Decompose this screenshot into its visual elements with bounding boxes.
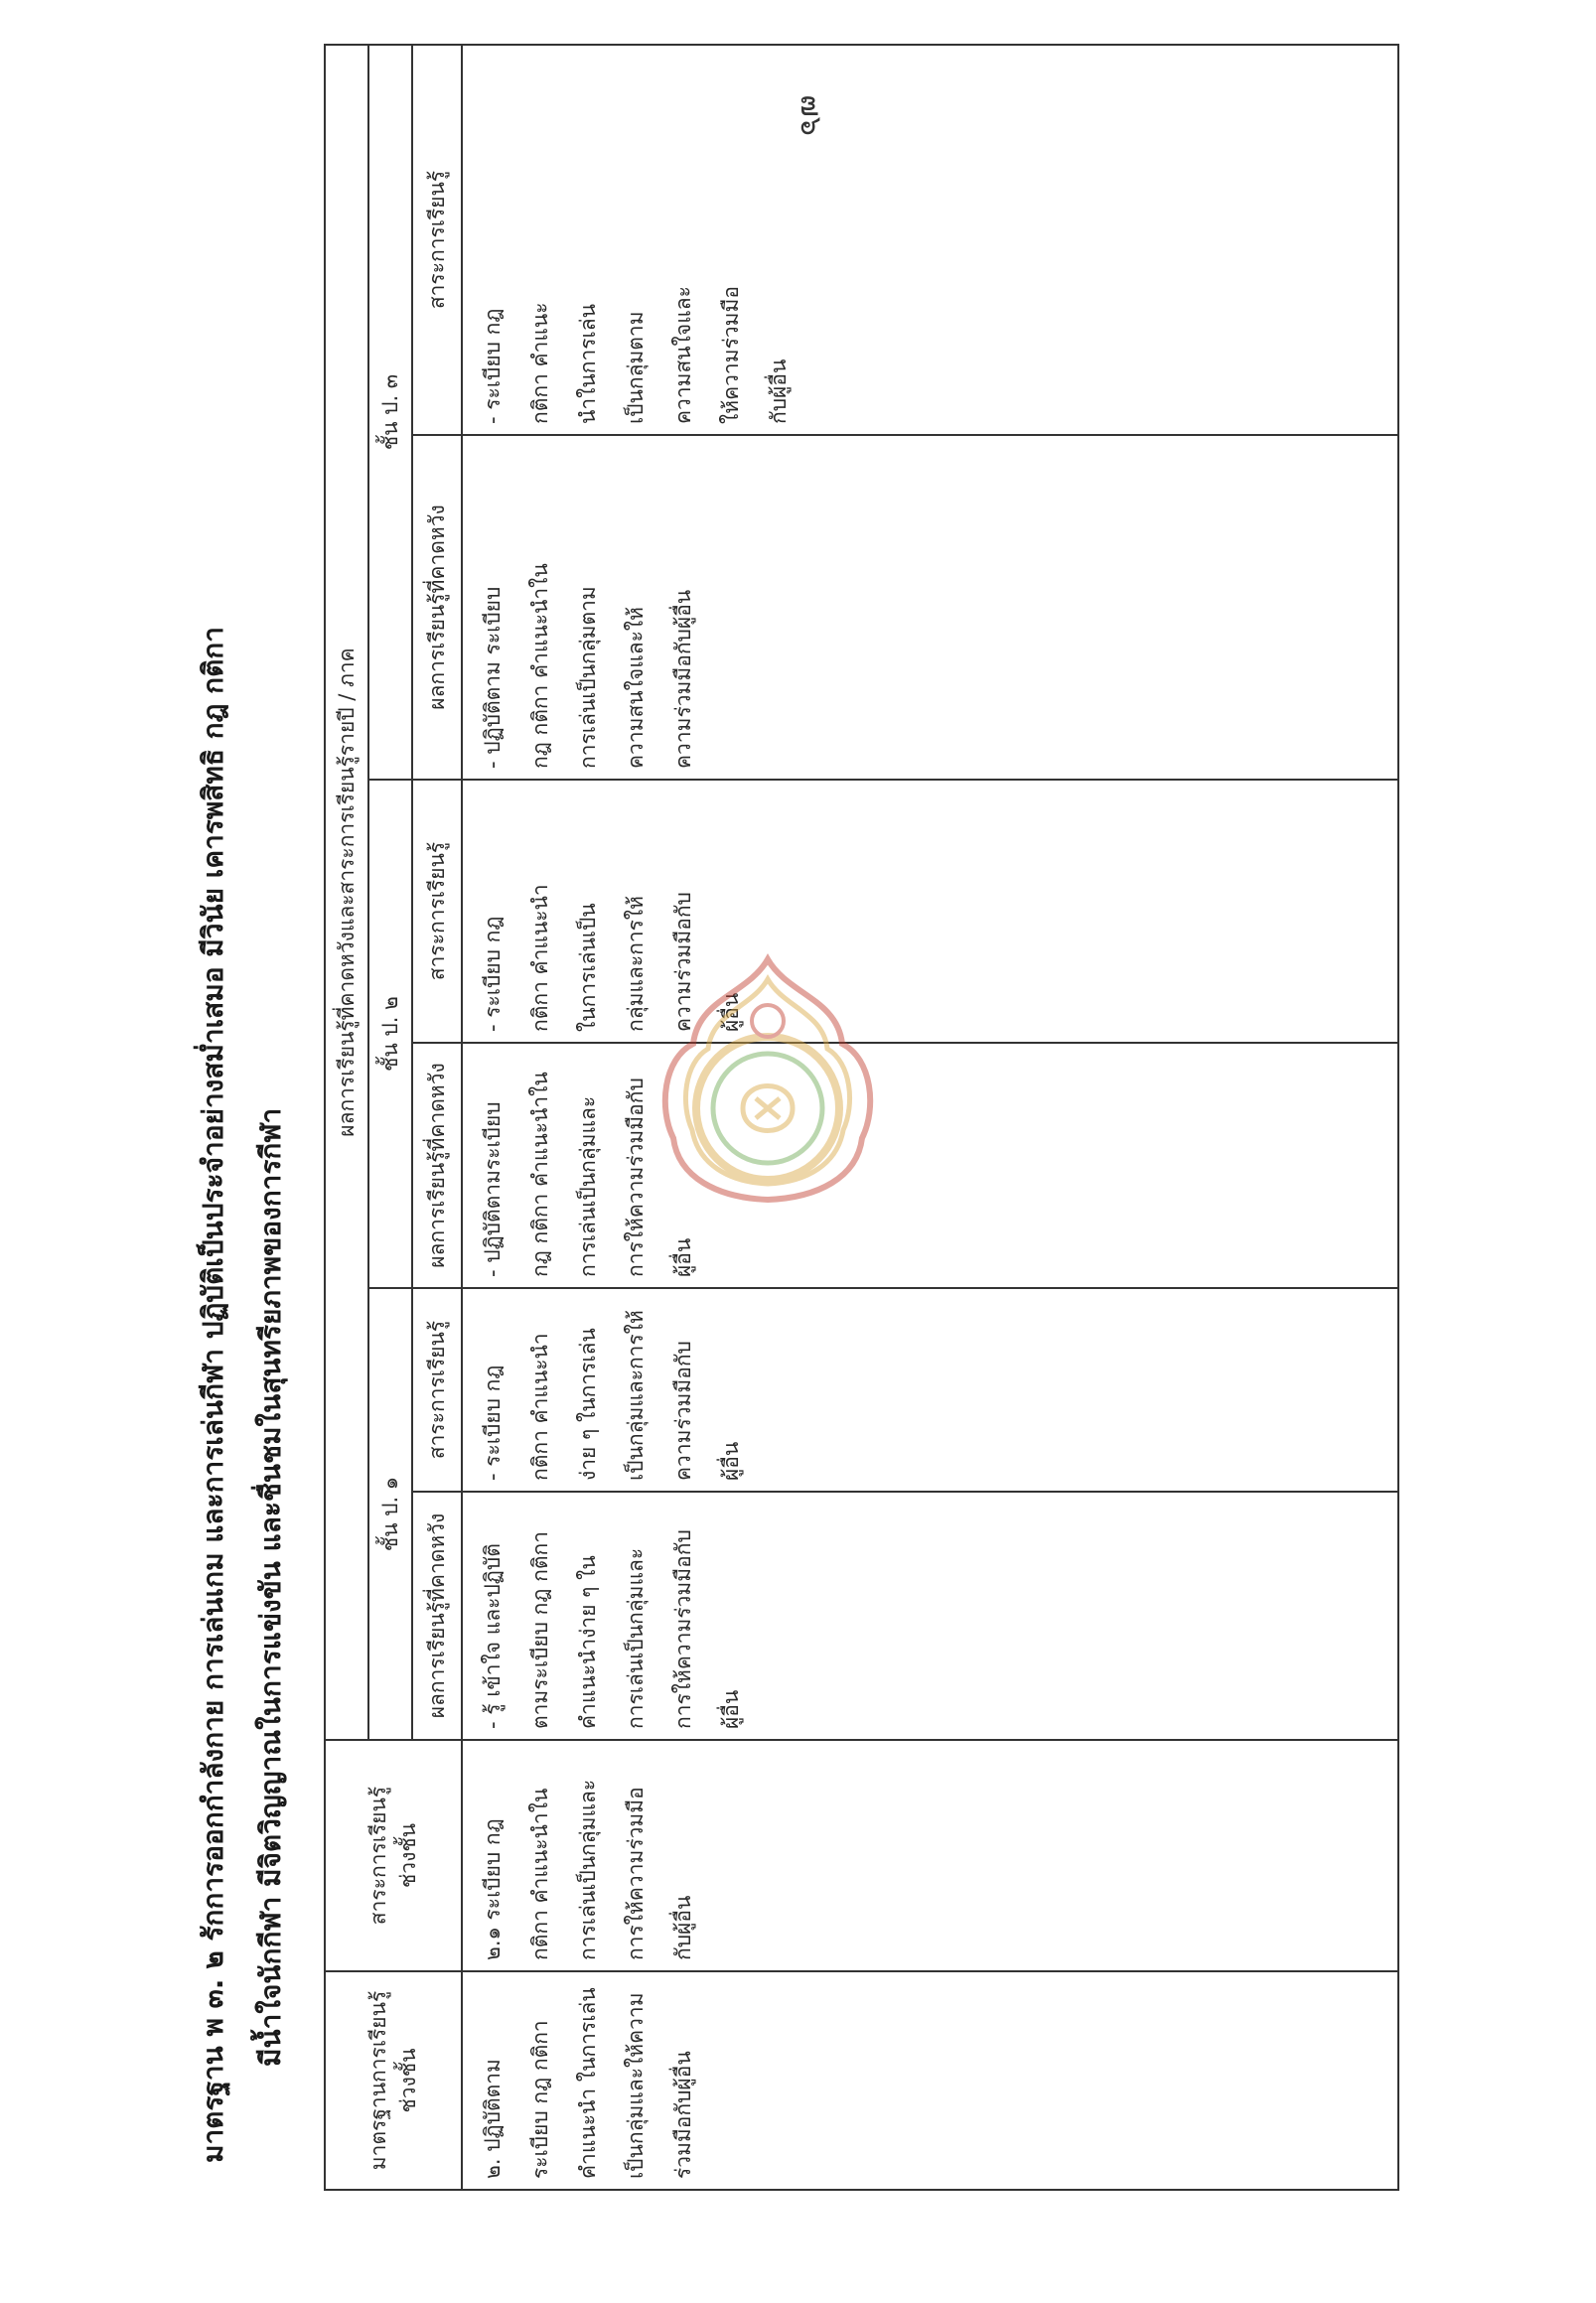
cell-g3-outcome: - ปฏิบัติตาม ระเบียบ กฎ กติกา คำแนะนำใน การเล่นเป็นกลุ่มตาม ความสนใจและให้ ความร่วมมือกับผู้อื่น — [462, 435, 1398, 780]
rotated-page-content — [182, 46, 1399, 2191]
seal-emblem-center — [743, 1086, 793, 1131]
header-g2-outcome: ผลการเรียนรู้ที่คาดหวัง — [412, 1043, 462, 1288]
header-g1-outcome: ผลการเรียนรู้ที่คาดหวัง — [412, 1492, 462, 1740]
header-annual-outcomes-group: ผลการเรียนรู้ที่คาดหวังและสาระการเรียนรู้รายปี / ภาค — [325, 45, 368, 1740]
header-grade-3: ชั้น ป. ๓ — [368, 45, 412, 780]
watermark-seal-logo — [639, 949, 897, 1208]
cell-g2-outcome: - ปฏิบัติตามระเบียบ กฎ กติกา คำแนะนำใน การเล่นเป็นกลุ่มและ การให้ความร่วมมือกับ ผู้อื่น — [462, 1043, 1398, 1288]
header-core-content: สาระการเรียนรู้ ช่วงชั้น — [325, 1740, 462, 1971]
page-number: ๗๖ — [794, 94, 828, 136]
cell-core-content: ๒.๑ ระเบียบ กฎ กติกา คำแนะนำใน การเล่นเป็นกลุ่มและ การให้ความร่วมมือ กับผู้อื่น — [462, 1740, 1398, 1971]
cell-standard: ๒. ปฏิบัติตาม ระเบียบ กฎ กติกา คำแนะนำ ในการเล่น เป็นกลุ่มและให้ความ ร่วมมือกับผู้อื่น — [462, 1971, 1398, 2190]
cell-g3-content: - ระเบียบ กฎ กติกา คำแนะ นำในการเล่น เป็นกลุ่มตาม ความสนใจและ ให้ความร่วมมือ กับผู้อื่น — [462, 45, 1398, 435]
header-g3-content: สาระการเรียนรู้ — [412, 45, 462, 435]
header-g2-content: สาระการเรียนรู้ — [412, 780, 462, 1043]
standard-title-line-2: มีน้ำใจนักกีฬา มีจิตวิญญาณในการแข่งขัน และชื่นชมในสุนทรียภาพของการกีฬา — [254, 1107, 287, 2067]
seal-dharma-wheel — [752, 1005, 784, 1037]
cell-g1-outcome: - รู้ เข้าใจ และปฏิบัติ ตามระเบียบ กฎ กติกา คำแนะนำง่าย ๆ ใน การเล่นเป็นกลุ่มและ การให้ความร่วมมือกับ ผู้อื่น — [462, 1492, 1398, 1740]
header-standard: มาตรฐานการเรียนรู้ ช่วงชั้น — [325, 1971, 462, 2190]
standard-title-block — [182, 46, 321, 2191]
header-grade-2: ชั้น ป. ๒ — [368, 780, 412, 1288]
header-g1-content: สาระการเรียนรู้ — [412, 1288, 462, 1492]
header-g3-outcome: ผลการเรียนรู้ที่คาดหวัง — [412, 435, 462, 780]
cell-g2-content: - ระเบียบ กฎ กติกา คำแนะนำ ในการเล่นเป็น กลุ่มและการให้ ความร่วมมือกับ ผู้อื่น — [462, 780, 1398, 1043]
standard-title-line-1: มาตรฐาน พ ๓. ๒ รักการออกกำลังกาย การเล่นเกม และการเล่นกีฬา ปฏิบัติเป็นประจำอย่างสม่ำเสมอ มีวินัย เคารพสิทธิ กฎ กติกา — [197, 627, 229, 2163]
cell-g1-content: - ระเบียบ กฎ กติกา คำแนะนำ ง่าย ๆ ในการเล่น เป็นกลุ่มและการให้ ความร่วมมือกับ ผู้อื่น — [462, 1288, 1398, 1492]
header-grade-1: ชั้น ป. ๑ — [368, 1288, 412, 1740]
